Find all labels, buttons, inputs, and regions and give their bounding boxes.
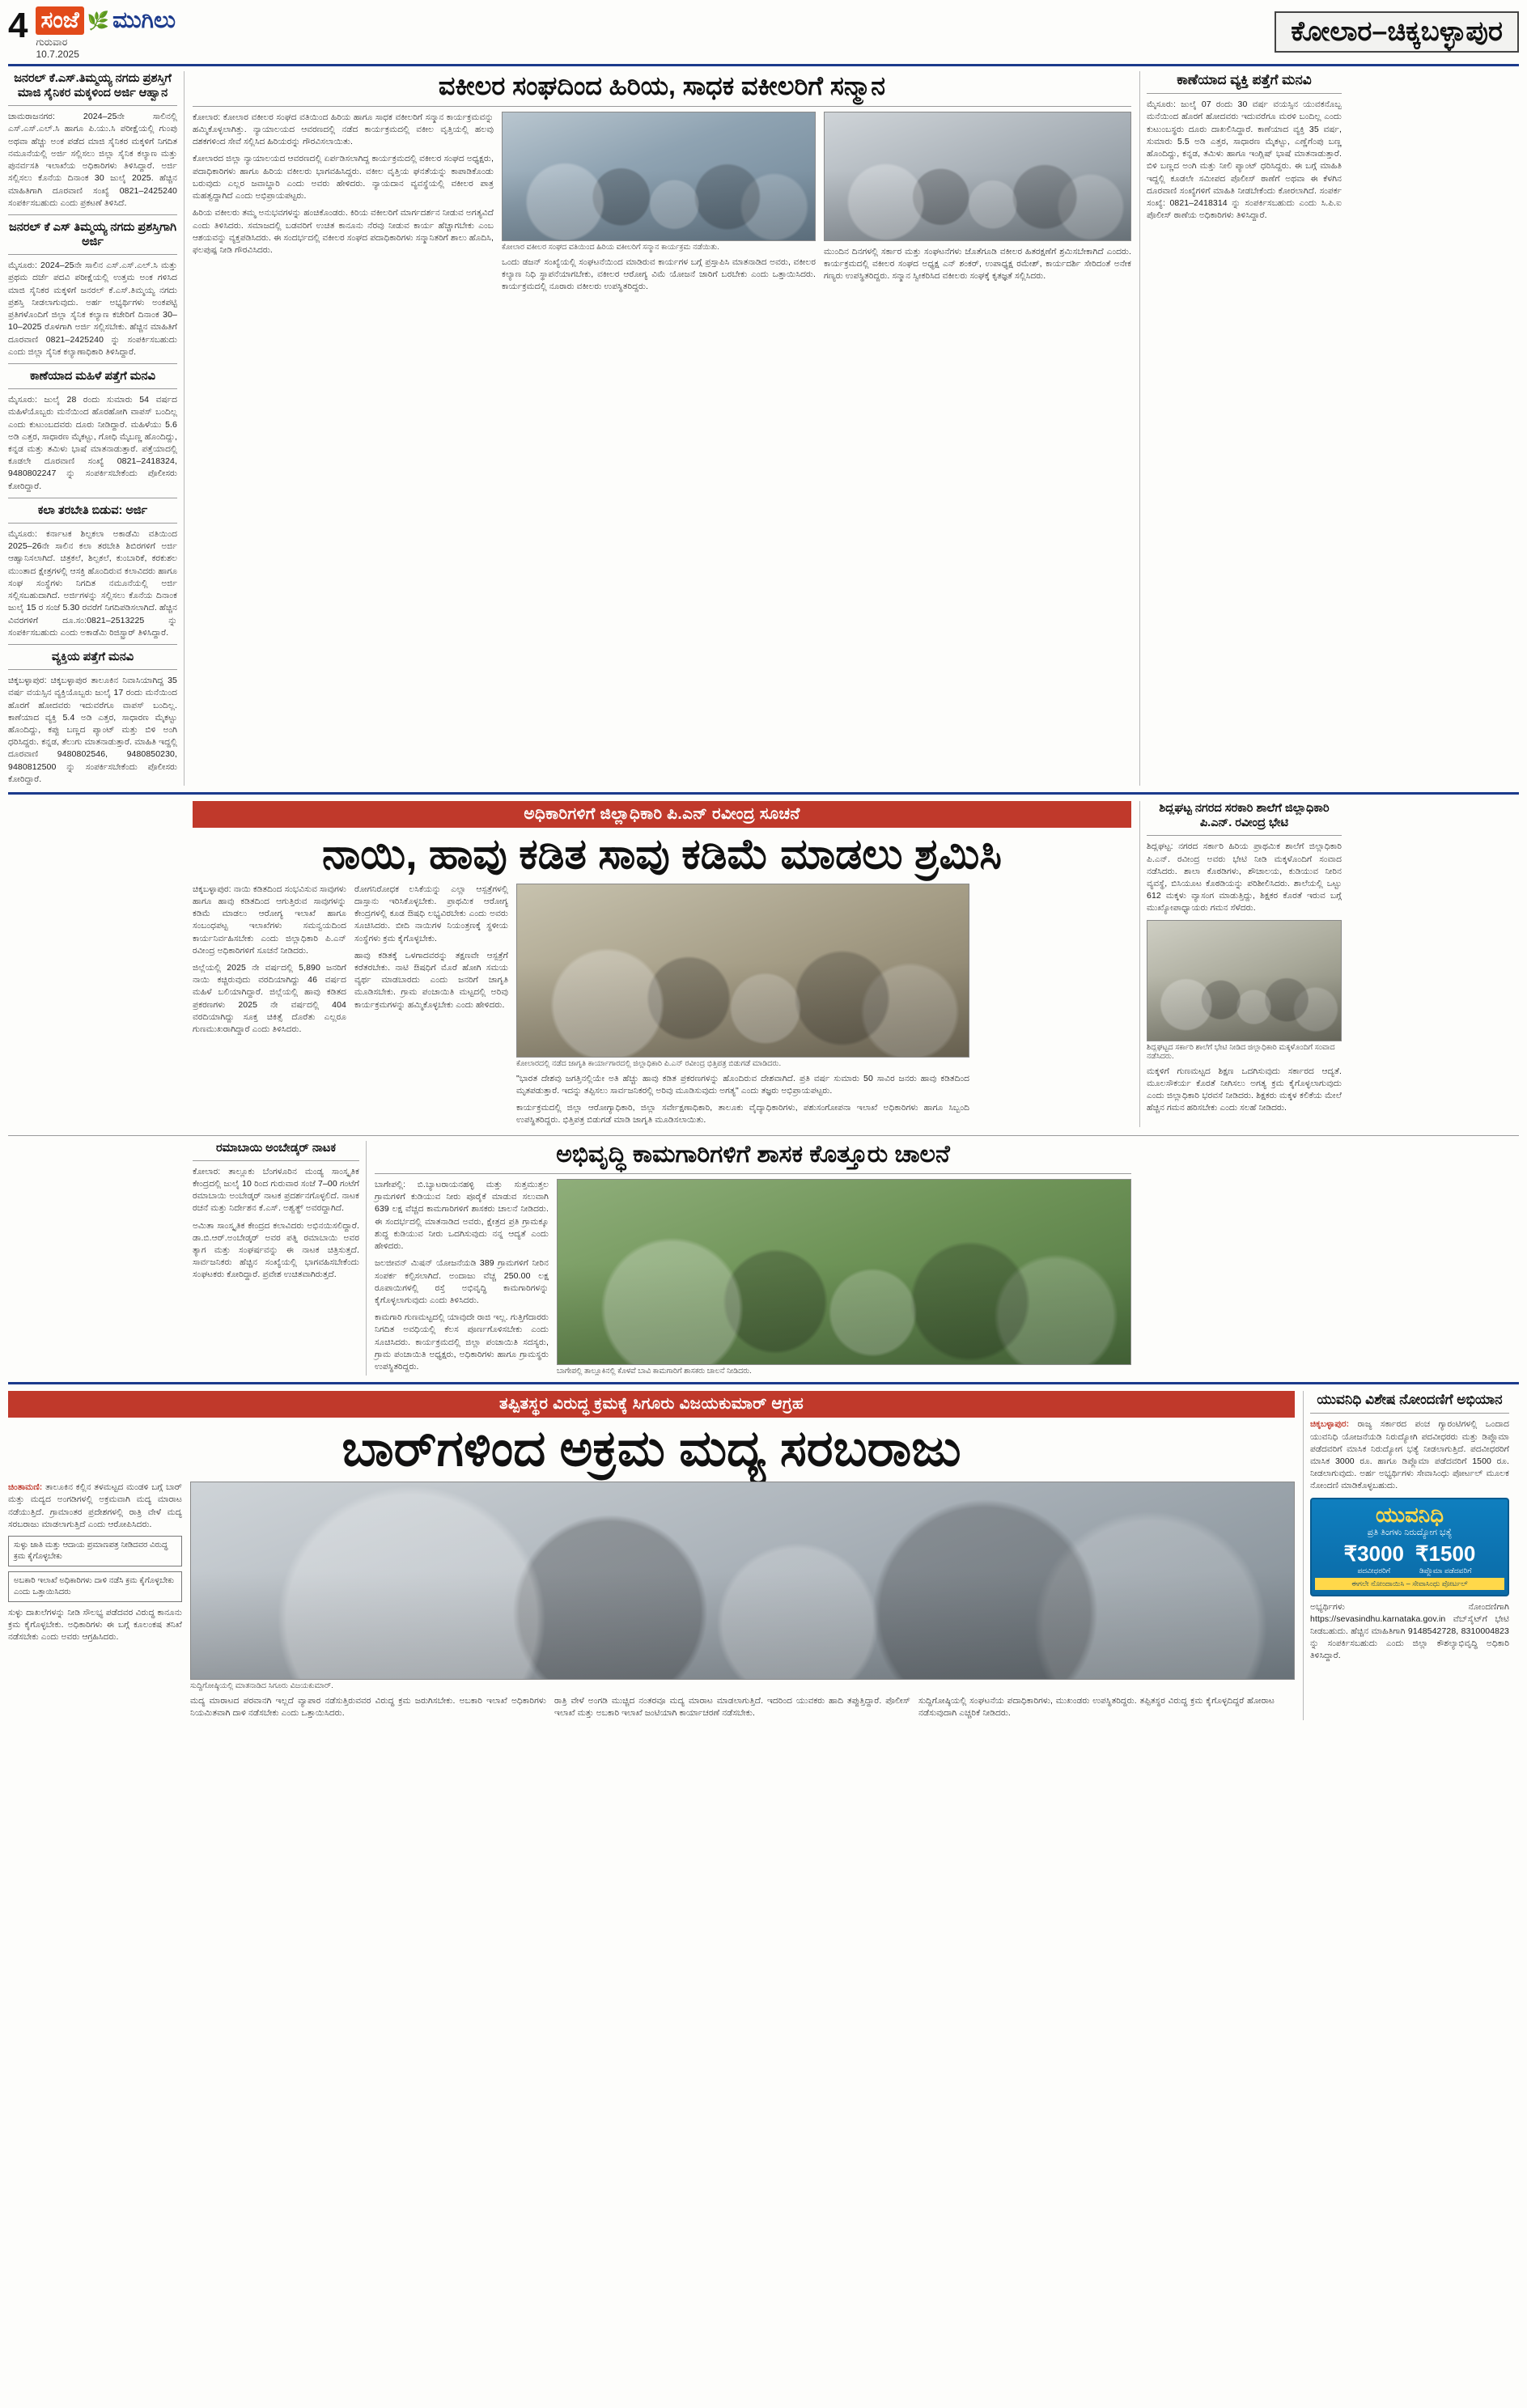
bottom-grid [8, 1482, 1295, 1719]
school-photo-caption: ಶಿದ್ಲಘಟ್ಟದ ಸರ್ಕಾರಿ ಶಾಲೆಗೆ ಭೇಟಿ ನೀಡಿದ ಜಿಲ್ಲಾಧಿಕಾರಿ ಮಕ್ಕಳೊಂದಿಗೆ ಸಂವಾದ ನಡೆಸಿದರು. [1147, 1042, 1335, 1061]
yuvanidhi-headline: ಯುವನಿಧಿ ವಿಶೇಷ ನೋಂದಣಿಗೆ ಅಭಿಯಾನ [1317, 1392, 1503, 1408]
yuvanidhi-ad-title: ಯುವನಿಧಿ [1375, 1502, 1444, 1527]
yuvanidhi-amount-2: ₹1500 [1415, 1541, 1476, 1566]
story-body-3: ಮೈಸೂರು: ಜುಲೈ 28 ರಂದು ಸುಮಾರು 54 ವರ್ಷದ ಮಹಿಳೆಯೊಬ್ಬರು ಮನೆಯಿಂದ ಹೊರಹೋಗಿ ವಾಪಸ್ ಬಂದಿಲ್ಲ ಎಂದು ಕುಟುಂಬದವರು ದೂರು ನೀಡಿದ್ದಾರೆ. ಮಹಿಳೆಯು 5.6 ಅಡಿ ಎತ್ತರ, ಸಾಧಾರಣ ಮೈಕಟ್ಟು, ಗೋಧಿ ಮೈಬಣ್ಣ ಹೊಂದಿದ್ದು, ಕನ್ನಡ ಮತ್ತು ತಮಿಳು ಭಾಷೆ ಮಾತನಾಡುತ್ತಾರೆ. ಪತ್ತೆಯಾದಲ್ಲಿ ಕೂಡಲೇ ದೂರವಾಣಿ ಸಂಖ್ಯೆ 0821–2418324, 9480802247 ನ್ನು ಸಂಪರ್ಕಿಸಬೇಕೆಂದು ಪೊಲೀಸರು ಕೋರಿದ್ದಾರೆ. [8, 395, 177, 491]
school-body-2: ಮಕ್ಕಳಿಗೆ ಗುಣಮಟ್ಟದ ಶಿಕ್ಷಣ ಒದಗಿಸುವುದು ಸರ್ಕಾರದ ಆದ್ಯತೆ. ಮೂಲಸೌಕರ್ಯ ಕೊರತೆ ನೀಗಿಸಲು ಅಗತ್ಯ ಕ್ರಮ ಕೈಗೊಳ್ಳಲಾಗುವುದು ಎಂದು ಜಿಲ್ಲಾಧಿಕಾರಿ ಭರವಸೆ ನೀಡಿದರು. ಶಿಕ್ಷಕರು ಮಕ್ಕಳ ಕಲಿಕೆಯ ಮೇಲೆ ಹೆಚ್ಚಿನ ಗಮನ ಹರಿಸಬೇಕು ಎಂದು ಸಲಹೆ ನೀಡಿದರು. [1147, 1066, 1342, 1113]
bottom-photo-wrap [190, 1482, 1295, 1719]
lead-col-2 [502, 112, 816, 294]
middle-zone [8, 801, 1519, 1126]
story-headline-3: ಕಾಣೆಯಾದ ಮಹಿಳೆ ಪತ್ತೆಗೆ ಮನವಿ [30, 370, 155, 383]
mla-grid [375, 1179, 1131, 1376]
yuvanidhi-label: ಚಿಕ್ಕಬಳ್ಳಾಪುರ: [1310, 1419, 1350, 1430]
mla-col1-text: ಬಾಗೇಪಲ್ಲಿ: ಬಿ.ಬ್ಯಾಟರಾಯನಹಳ್ಳಿ ಮತ್ತು ಸುತ್ತಮುತ್ತಲ ಗ್ರಾಮಗಳಿಗೆ ಕುಡಿಯುವ ನೀರು ಪೂರೈಕೆ ಮಾಡುವ ಸಲುವಾಗಿ 639 ಲಕ್ಷ ವೆಚ್ಚದ ಕಾಮಗಾರಿಗಳಿಗೆ ಶಾಸಕರು ಚಾಲನೆ ನೀಡಿದರು. ಈ ಸಂದರ್ಭದಲ್ಲಿ ಮಾತನಾಡಿದ ಅವರು, ಕ್ಷೇತ್ರದ ಪ್ರತಿ ಗ್ರಾಮಕ್ಕೂ ಶುದ್ಧ ಕುಡಿಯುವ ನೀರು ಒದಗಿಸುವುದು ನನ್ನ ಆದ್ಯತೆ ಎಂದು ಹೇಳಿದರು. [375, 1180, 549, 1252]
lead-headline: ವಕೀಲರ ಸಂಘದಿಂದ ಹಿರಿಯ, ಸಾಧಕ ವಕೀಲರಿಗೆ ಸನ್ಮಾನ [438, 71, 886, 100]
lower-left-spacer [8, 1141, 185, 1376]
yuvanidhi-ad[interactable] [1310, 1498, 1509, 1596]
yuvanidhi-amount-1-wrap [1344, 1541, 1404, 1575]
dog-col3b-text: ಕಾರ್ಯಕ್ರಮದಲ್ಲಿ ಜಿಲ್ಲಾ ಆರೋಗ್ಯಾಧಿಕಾರಿ, ಜಿಲ್ಲಾ ಸರ್ವೇಕ್ಷಣಾಧಿಕಾರಿ, ತಾಲೂಕು ವೈದ್ಯಾಧಿಕಾರಿಗಳು, ಪಶುಸಂಗೋಪನಾ ಇಲಾಖೆ ಅಧಿಕಾರಿಗಳು ಹಾಗೂ ಸಿಬ್ಬಂದಿ ಉಪಸ್ಥಿತರಿದ್ದರು. ಭಿತ್ತಿಪತ್ರ ಬಿಡುಗಡೆ ಮಾಡಿ ಜಾಗೃತಿ ಮೂಡಿಸಲಾಯಿತು. [516, 1103, 969, 1126]
story-headline-4: ಕಲಾ ತರಬೇತಿ ಬಿಡುವ: ಅರ್ಜಿ [37, 503, 148, 517]
bottom-headline: ಬಾರ್‌ಗಳಿಂದ ಅಕ್ರಮ ಮದ್ಯ ಸರಬರಾಜು [341, 1421, 961, 1477]
dog-story-photo [516, 884, 969, 1058]
lead-col2-text: ಹಿರಿಯ ವಕೀಲರು ತಮ್ಮ ಅನುಭವಗಳನ್ನು ಹಂಚಿಕೊಂಡರು. ಕಿರಿಯ ವಕೀಲರಿಗೆ ಮಾರ್ಗದರ್ಶನ ನೀಡುವ ಅಗತ್ಯವಿದೆ ಎಂದು ತಿಳಿಸಿದರು. ಸಮಾಜದಲ್ಲಿ ಬಡವರಿಗೆ ಉಚಿತ ಕಾನೂನು ನೆರವು ನೀಡುವ ಕಾರ್ಯ ಹೆಚ್ಚಾಗಬೇಕು ಎಂಬ ಆಶಯವನ್ನು ವ್ಯಕ್ತಪಡಿಸಿದರು. ಈ ಸಂದರ್ಭದಲ್ಲಿ ವಕೀಲರ ಸಂಘದ ಪದಾಧಿಕಾರಿಗಳು ಸನ್ಮಾನಿತರಿಗೆ ಶಾಲು ಹೊದಿಸಿ, ಫಲಪುಷ್ಪ ನೀಡಿ ಗೌರವಿಸಿದರು. [193, 208, 494, 255]
dog-col1-text: ಚಿಕ್ಕಬಳ್ಳಾಪುರ: ನಾಯಿ ಕಡಿತದಿಂದ ಸಂಭವಿಸುವ ಸಾವುಗಳು ಹಾಗೂ ಹಾವು ಕಡಿತದಿಂದ ಆಗುತ್ತಿರುವ ಸಾವುಗಳನ್ನು ಕಡಿಮೆ ಮಾಡಲು ಆರೋಗ್ಯ ಇಲಾಖೆ ಹಾಗೂ ಸಂಬಂಧಪಟ್ಟ ಇಲಾಖೆಗಳು ಸಮನ್ವಯದಿಂದ ಕಾರ್ಯನಿರ್ವಹಿಸಬೇಕು ಎಂದು ಜಿಲ್ಲಾಧಿಕಾರಿ ಪಿ.ಎನ್ ರವೀಂದ್ರ ಅಧಿಕಾರಿಗಳಿಗೆ ಸೂಚನೆ ನೀಡಿದರು. [193, 884, 346, 956]
dog-col2b-text: ಹಾವು ಕಡಿತಕ್ಕೆ ಒಳಗಾದವರನ್ನು ತಕ್ಷಣವೇ ಆಸ್ಪತ್ರೆಗೆ ಕರೆತರಬೇಕು. ನಾಟಿ ಔಷಧಿಗೆ ಮೊರೆ ಹೋಗಿ ಸಮಯ ವ್ಯರ್ಥ ಮಾಡಬಾರದು ಎಂದು ಜನರಿಗೆ ಜಾಗೃತಿ ಮೂಡಿಸಬೇಕು. ಗ್ರಾಮ ಪಂಚಾಯಿತಿ ಮಟ್ಟದಲ್ಲಿ ಅರಿವು ಕಾರ್ಯಕ್ರಮಗಳನ್ನು ಹಮ್ಮಿಕೊಳ್ಳಬೇಕು ಎಂದು ಹೇಳಿದರು. [354, 950, 508, 1010]
dog-col-1 [193, 884, 346, 1127]
bottom-col3-text: ರಾತ್ರಿ ವೇಳೆ ಅಂಗಡಿ ಮುಚ್ಚಿದ ನಂತರವೂ ಮದ್ಯ ಮಾರಾಟ ಮಾಡಲಾಗುತ್ತಿದೆ. ಇದರಿಂದ ಯುವಕರು ಹಾದಿ ತಪ್ಪುತ್ತಿದ್ದಾರೆ. ಪೊಲೀಸ್ ಇಲಾಖೆ ಮತ್ತು ಅಬಕಾರಿ ಇಲಾಖೆ ಜಂಟಿಯಾಗಿ ಕಾರ್ಯಾಚರಣೆ ನಡೆಸಬೇಕು. [554, 1696, 910, 1719]
logo-word-sanje: ಸಂಜೆ [36, 6, 83, 35]
lead-col-1 [193, 112, 494, 294]
logo-block [36, 6, 176, 60]
mla-col1b-text: ಜಲಜೀವನ್ ಮಿಷನ್ ಯೋಜನೆಯಡಿ 389 ಗ್ರಾಮಗಳಿಗೆ ನೀರಿನ ಸಂಪರ್ಕ ಕಲ್ಪಿಸಲಾಗಿದೆ. ಅಂದಾಜು ವೆಚ್ಚ 250.00 ಲಕ್ಷ ರೂಪಾಯಿಗಳಲ್ಲಿ ರಸ್ತೆ ಅಭಿವೃದ್ಧಿ ಕಾಮಗಾರಿಗಳನ್ನು ಕೈಗೊಳ್ಳಲಾಗುವುದು ಎಂದು ತಿಳಿಸಿದರು. [375, 1258, 549, 1305]
bottom-story [8, 1391, 1295, 1720]
logo-row [36, 6, 176, 35]
center-column [193, 71, 1131, 786]
bottom-zone [8, 1391, 1519, 1720]
yuvanidhi-body-text: ರಾಜ್ಯ ಸರ್ಕಾರದ ಪಂಚ ಗ್ಯಾರಂಟಿಗಳಲ್ಲಿ ಒಂದಾದ ಯುವನಿಧಿ ಯೋಜನೆಯಡಿ ನಿರುದ್ಯೋಗಿ ಪದವೀಧರರು ಮತ್ತು ಡಿಪ್ಲೊಮಾ ಪಡೆದವರಿಗೆ ಮಾಸಿಕ ನಿರುದ್ಯೋಗ ಭತ್ಯೆ ನೀಡಲಾಗುತ್ತಿದೆ. ಪದವೀಧರರಿಗೆ ಮಾಸಿಕ 3000 ರೂ. ಹಾಗೂ ಡಿಪ್ಲೊಮಾ ಪಡೆದವರಿಗೆ 1500 ರೂ. ನೀಡಲಾಗುವುದು. ಅರ್ಹ ಅಭ್ಯರ್ಥಿಗಳು ಸೇವಾಸಿಂಧು ಪೋರ್ಟಲ್ ಮೂಲಕ ನೋಂದಣಿ ಮಾಡಿಕೊಳ್ಳಬಹುದು. [1310, 1419, 1509, 1491]
drama-story [193, 1141, 367, 1376]
mla-story [375, 1141, 1131, 1376]
yuvanidhi-amount-1-label: ಪದವೀಧರರಿಗೆ [1357, 1566, 1391, 1575]
lead-photo-2 [824, 112, 1131, 241]
masthead [8, 6, 1519, 66]
mla-col-1 [375, 1179, 549, 1376]
lead-col1b-text: ಕೋಲಾರದ ಜಿಲ್ಲಾ ನ್ಯಾಯಾಲಯದ ಆವರಣದಲ್ಲಿ ಏರ್ಪಡಿಸಲಾಗಿದ್ದ ಕಾರ್ಯಕ್ರಮದಲ್ಲಿ ವಕೀಲರ ಸಂಘದ ಅಧ್ಯಕ್ಷರು, ಪದಾಧಿಕಾರಿಗಳು ಹಾಗೂ ಹಿರಿಯ ವಕೀಲರು ಭಾಗವಹಿಸಿದ್ದರು. ವಕೀಲ ವೃತ್ತಿಯ ಘನತೆಯನ್ನು ಕಾಪಾಡಿಕೊಂಡು ಬರುವುದು ಎಲ್ಲರ ಜವಾಬ್ದಾರಿ ಎಂದು ಅವರು ಹೇಳಿದರು. ನ್ಯಾಯದಾನ ವ್ಯವಸ್ಥೆಯಲ್ಲಿ ವಕೀಲರ ಪಾತ್ರ ಮಹತ್ವದ್ದಾಗಿದೆ ಎಂದು ಅಭಿಪ್ರಾಯಪಟ್ಟರು. [193, 154, 494, 201]
dog-col3-text: "ಭಾರತ ದೇಶವು ಜಗತ್ತಿನಲ್ಲಿಯೇ ಅತಿ ಹೆಚ್ಚು ಹಾವು ಕಡಿತ ಪ್ರಕರಣಗಳನ್ನು ಹೊಂದಿರುವ ದೇಶವಾಗಿದೆ. ಪ್ರತಿ ವರ್ಷ ಸುಮಾರು 50 ಸಾವಿರ ಜನರು ಹಾವು ಕಡಿತದಿಂದ ಮೃತಪಡುತ್ತಾರೆ. ಇದನ್ನು ತಪ್ಪಿಸಲು ಸಾರ್ವಜನಿಕರಲ್ಲಿ ಅರಿವು ಮೂಡಿಸುವುದು ಅಗತ್ಯ" ಎಂದು ತಜ್ಞರು ಅಭಿಪ್ರಾಯಪಟ್ಟರು. [516, 1073, 969, 1096]
story-headline-5: ವ್ಯಕ್ತಿಯ ಪತ್ತೆಗೆ ಮನವಿ [51, 650, 134, 663]
left-column [8, 71, 185, 786]
lead-photo-caption: ಕೋಲಾರ ವಕೀಲರ ಸಂಘದ ವತಿಯಿಂದ ಹಿರಿಯ ವಕೀಲರಿಗೆ ಸನ್ಮಾನ ಕಾರ್ಯಕ್ರಮ ನಡೆಯಿತು. [502, 242, 719, 252]
yuvanidhi-amount-2-wrap [1415, 1541, 1475, 1575]
drama-body: ಕೋಲಾರ: ತಾಲ್ಲೂಕು ಬೆಂಗಳೂರಿನ ಮಂಡ್ಯ ಸಾಂಸ್ಕೃತಿಕ ಕೇಂದ್ರದಲ್ಲಿ ಜುಲೈ 10 ರಿಂದ ಗುರುವಾರ ಸಂಜೆ 7–00 ಗಂಟೆಗೆ ರಮಾಬಾಯಿ ಅಂಬೇಡ್ಕರ್ ನಾಟಕ ಪ್ರದರ್ಶನಗೊಳ್ಳಲಿದೆ. ನಾಟಕ ರಚನೆ ಮತ್ತು ನಿರ್ದೇಶನ ಕೆ.ಎಸ್. ಅಶ್ವತ್ಥ್ ಅವರದ್ದಾಗಿದೆ. [193, 1166, 359, 1214]
yuvanidhi-amount-2-label: ಡಿಪ್ಲೊಮಾ ಪಡೆದವರಿಗೆ [1419, 1566, 1472, 1575]
right-column [1139, 71, 1342, 786]
dog-story [193, 801, 1131, 1126]
lower-mid-zone [8, 1141, 1519, 1376]
bottom-photo-caption: ಸುದ್ದಿಗೋಷ್ಠಿಯಲ್ಲಿ ಮಾತನಾಡಿದ ಸಿಗೂರು ವಿಜಯಕುಮಾರ್. [190, 1681, 333, 1691]
mla-photo-caption: ಬಾಗೇಪಲ್ಲಿ ತಾಲ್ಲೂಕಿನಲ್ಲಿ ಕೊಳವೆ ಬಾವಿ ಕಾಮಗಾರಿಗೆ ಶಾಸಕರು ಚಾಲನೆ ನೀಡಿದರು. [557, 1367, 752, 1376]
lead-col-3 [824, 112, 1131, 294]
lead-photo [502, 112, 816, 241]
bottom-box-1 [8, 1536, 182, 1566]
bottom-text-cols [190, 1695, 1295, 1719]
school-photo [1147, 920, 1342, 1041]
dog-col-2 [354, 884, 508, 1127]
dog-story-headline: ನಾಯಿ, ಹಾವು ಕಡಿತ ಸಾವು ಕಡಿಮೆ ಮಾಡಲು ಶ್ರಮಿಸಿ [322, 831, 1002, 879]
yuvanidhi-ad-subtitle: ಪ್ರತಿ ತಿಂಗಳು ನಿರುದ್ಯೋಗ ಭತ್ಯೆ [1367, 1527, 1453, 1537]
yuvanidhi-contact: ಅಭ್ಯರ್ಥಿಗಳು ನೋಂದಣಿಗಾಗಿ https://sevasindhu.karnataka.gov.in ವೆಬ್‌ಸೈಟ್‌ಗೆ ಭೇಟಿ ನೀಡಬಹುದು. ಹೆಚ್ಚಿನ ಮಾಹಿತಿಗಾಗಿ 9148542728, 8310004823 ನ್ನು ಸಂಪರ್ಕಿಸಬಹುದು ಎಂದು ಜಿಲ್ಲಾ ಕೌಶಲ್ಯಾಭಿವೃದ್ಧಿ ಅಧಿಕಾರಿ ತಿಳಿಸಿದ್ದಾರೆ. [1310, 1601, 1509, 1661]
bottom-box-2 [8, 1571, 182, 1602]
bottom-kicker: ತಪ್ಪಿತಸ್ಥರ ವಿರುದ್ಧ ಕ್ರಮಕ್ಕೆ ಸಿಗೂರು ವಿಜಯಕುಮಾರ್ ಆಗ್ರಹ [8, 1391, 1295, 1418]
top-zone [8, 71, 1519, 786]
school-body: ಶಿದ್ಲಘಟ್ಟ: ನಗರದ ಸರ್ಕಾರಿ ಹಿರಿಯ ಪ್ರಾಥಮಿಕ ಶಾಲೆಗೆ ಜಿಲ್ಲಾಧಿಕಾರಿ ಪಿ.ಎನ್. ರವೀಂದ್ರ ಅವರು ಭೇಟಿ ನೀಡಿ ಮಕ್ಕಳೊಂದಿಗೆ ಸಂವಾದ ನಡೆಸಿದರು. ಶಾಲಾ ಕೊಠಡಿಗಳು, ಶೌಚಾಲಯ, ಕುಡಿಯುವ ನೀರಿನ ವ್ಯವಸ್ಥೆ, ಬಿಸಿಯೂಟ ಕೊಠಡಿಯನ್ನು ಪರಿಶೀಲಿಸಿದರು. ಶಾಲೆಯಲ್ಲಿ ಒಟ್ಟು 612 ಮಕ್ಕಳು ವ್ಯಾಸಂಗ ಮಾಡುತ್ತಿದ್ದು, ಶಿಕ್ಷಕರ ಕೊರತೆ ಇರುವ ಬಗ್ಗೆ ಮುಖ್ಯೋಪಾಧ್ಯಾಯರು ಗಮನ ಸೆಳೆದರು. [1147, 842, 1342, 914]
mla-col2-text: ಕಾಮಗಾರಿ ಗುಣಮಟ್ಟದಲ್ಲಿ ಯಾವುದೇ ರಾಜಿ ಇಲ್ಲ. ಗುತ್ತಿಗೆದಾರರು ನಿಗದಿತ ಅವಧಿಯಲ್ಲಿ ಕೆಲಸ ಪೂರ್ಣಗೊಳಿಸಬೇಕು ಎಂದು ಸೂಚಿಸಿದರು. ಕಾರ್ಯಕ್ರಮದಲ್ಲಿ ಜಿಲ್ಲಾ ಪಂಚಾಯಿತಿ ಸದಸ್ಯರು, ಗ್ರಾಮ ಪಂಚಾಯಿತಿ ಅಧ್ಯಕ್ಷರು, ಅಧಿಕಾರಿಗಳು ಹಾಗೂ ಗ್ರಾಮಸ್ಥರು ಉಪಸ್ಥಿತರಿದ್ದರು. [375, 1312, 549, 1372]
story-body-5: ಚಿಕ್ಕಬಳ್ಳಾಪುರ: ಚಿಕ್ಕಬಳ್ಳಾಪುರ ತಾಲೂಕಿನ ನಿವಾಸಿಯಾಗಿದ್ದ 35 ವರ್ಷ ವಯಸ್ಸಿನ ವ್ಯಕ್ತಿಯೊಬ್ಬರು ಜುಲೈ 17 ರಂದು ಮನೆಯಿಂದ ಹೊರಗೆ ಹೋದವರು ಇದುವರೆಗೂ ವಾಪಸ್ ಬಂದಿಲ್ಲ. ಕಾಣೆಯಾದ ವ್ಯಕ್ತಿ 5.4 ಅಡಿ ಎತ್ತರ, ಸಾಧಾರಣ ಮೈಕಟ್ಟು ಹೊಂದಿದ್ದು, ಕಪ್ಪು ಬಣ್ಣದ ಪ್ಯಾಂಟ್ ಮತ್ತು ಬಿಳಿ ಅಂಗಿ ಧರಿಸಿದ್ದರು. ಕನ್ನಡ, ತೆಲುಗು ಮಾತನಾಡುತ್ತಾರೆ. ಮಾಹಿತಿ ಇದ್ದಲ್ಲಿ ದೂರವಾಣಿ 9480802546, 9480850230, 9480812500 ನ್ನು ಸಂಪರ್ಕಿಸಬೇಕೆಂದು ಪೊಲೀಸರು ಕೋರಿದ್ದಾರೆ. [8, 676, 177, 784]
bottom-col-1 [8, 1482, 182, 1719]
story-headline-1: ಜನರಲ್ ಕೆ.ಎಸ್.ತಿಮ್ಮಯ್ಯ ನಗದು ಪ್ರಶಸ್ತಿಗೆ ಮಾಜಿ ಸೈನಿಕರ ಮಕ್ಕಳಿಂದ ಅರ್ಜಿ ಆಹ್ವಾನ [14, 72, 172, 100]
bottom-col1-text: ಸುಳ್ಳು ದಾಖಲೆಗಳನ್ನು ನೀಡಿ ಸೌಲಭ್ಯ ಪಡೆದವರ ವಿರುದ್ಧ ಕಾನೂನು ಕ್ರಮ ಕೈಗೊಳ್ಳಬೇಕು. ಅಧಿಕಾರಿಗಳು ಈ ಬಗ್ಗೆ ಕೂಲಂಕಷ ತನಿಖೆ ನಡೆಸಬೇಕು ಎಂದು ಅವರು ಆಗ್ರಹಿಸಿದರು. [8, 1608, 182, 1643]
story-headline-2: ಜನರಲ್ ಕೆ ಎಸ್ ತಿಮ್ಮಯ್ಯ ನಗದು ಪ್ರಶಸ್ತಿಗಾಗಿ ಅರ್ಜಿ [8, 221, 177, 249]
dog-story-grid [193, 884, 1131, 1127]
dog-col2-text: ರೋಗನಿರೋಧಕ ಲಸಿಕೆಯನ್ನು ಎಲ್ಲಾ ಆಸ್ಪತ್ರೆಗಳಲ್ಲಿ ದಾಸ್ತಾನು ಇರಿಸಿಕೊಳ್ಳಬೇಕು. ಪ್ರಾಥಮಿಕ ಆರೋಗ್ಯ ಕೇಂದ್ರಗಳಲ್ಲಿ ಕೂಡ ಔಷಧಿ ಲಭ್ಯವಿರಬೇಕು ಎಂದು ಅವರು ಸೂಚಿಸಿದರು. ಬೀದಿ ನಾಯಿಗಳ ನಿಯಂತ್ರಣಕ್ಕೆ ಸ್ಥಳೀಯ ಸಂಸ್ಥೆಗಳು ಕ್ರಮ ಕೈಗೊಳ್ಳಬೇಕು. [354, 884, 508, 943]
bottom-photo [190, 1482, 1295, 1680]
dog-photo-wrap [516, 884, 969, 1127]
story-body-2: ಮೈಸೂರು: 2024–25ನೇ ಸಾಲಿನ ಎಸ್.ಎಸ್.ಎಲ್.ಸಿ ಮತ್ತು ಪ್ರಥಮ ದರ್ಜೆ ಪದವಿ ಪರೀಕ್ಷೆಯಲ್ಲಿ ಉತ್ತಮ ಅಂಕ ಗಳಿಸಿದ ಮಾಜಿ ಸೈನಿಕರ ಮಕ್ಕಳಿಗೆ ಜನರಲ್ ಕೆ.ಎಸ್.ತಿಮ್ಮಯ್ಯ ನಗದು ಪ್ರಶಸ್ತಿ ನೀಡಲಾಗುವುದು. ಅರ್ಹ ಅಭ್ಯರ್ಥಿಗಳು ಅಂಕಪಟ್ಟಿ ಪ್ರತಿಗಳೊಂದಿಗೆ ಜಿಲ್ಲಾ ಸೈನಿಕ ಕಲ್ಯಾಣ ಕಚೇರಿಗೆ ದಿನಾಂಕ 30–10–2025 ರೊಳಗಾಗಿ ಅರ್ಜಿ ಸಲ್ಲಿಸಬೇಕು. ಹೆಚ್ಚಿನ ಮಾಹಿತಿಗೆ ದೂರವಾಣಿ 0821–2425240 ನ್ನು ಸಂಪರ್ಕಿಸಬಹುದು ಎಂದು ಜಿಲ್ಲಾ ಸೈನಿಕ ಕಲ್ಯಾಣಾಧಿಕಾರಿ ತಿಳಿಸಿದ್ದಾರೆ. [8, 261, 177, 357]
masthead-weekday: ಗುರುವಾರ [36, 36, 68, 48]
leaf-icon: 🌿 [87, 10, 110, 31]
edition-name: ಕೋಲಾರ–ಚಿಕ್ಕಬಳ್ಳಾಪುರ [1275, 11, 1519, 53]
logo-word-mugilu: ಮುಗಿಲು [112, 7, 176, 32]
lead-col1-text: ಕೋಲಾರ: ಕೋಲಾರ ವಕೀಲರ ಸಂಘದ ವತಿಯಿಂದ ಹಿರಿಯ ಹಾಗೂ ಸಾಧಕ ವಕೀಲರಿಗೆ ಸನ್ಮಾನ ಕಾರ್ಯಕ್ರಮವನ್ನು ಹಮ್ಮಿಕೊಳ್ಳಲಾಗಿತ್ತು. ನ್ಯಾಯಾಲಯದ ಆವರಣದಲ್ಲಿ ನಡೆದ ಕಾರ್ಯಕ್ರಮದಲ್ಲಿ ವಕೀಲ ವೃತ್ತಿಯಲ್ಲಿ ಹಲವು ದಶಕಗಳಿಂದ ಸೇವೆ ಸಲ್ಲಿಸಿದ ಹಿರಿಯರನ್ನು ಗೌರವಿಸಲಾಯಿತು. [193, 112, 494, 147]
story-body-1: ಚಾಮರಾಜನಗರ: 2024–25ನೇ ಸಾಲಿನಲ್ಲಿ ಎಸ್.ಎಸ್.ಎಲ್.ಸಿ ಹಾಗೂ ಪಿ.ಯು.ಸಿ ಪರೀಕ್ಷೆಯಲ್ಲಿ ಗುಂಪು ಅಥವಾ ಹೆಚ್ಚು ಅಂಕ ಪಡೆದ ಮಾಜಿ ಸೈನಿಕರ ಮಕ್ಕಳಿಗೆ ನಿಗದಿತ ನಮೂನೆಯಲ್ಲಿ ಅರ್ಜಿ ಸಲ್ಲಿಸಲು ಜಿಲ್ಲಾ ಸೈನಿಕ ಕಲ್ಯಾಣ ಮತ್ತು ಪುನರ್ವಸತಿ ಇಲಾಖೆಯ ಅಧಿಕಾರಿಗಳು ತಿಳಿಸಿದ್ದಾರೆ. ಅರ್ಜಿ ಸಲ್ಲಿಸಲು ಕೊನೆಯ ದಿನಾಂಕ 30 ಜುಲೈ 2025. ಹೆಚ್ಚಿನ ಮಾಹಿತಿಗಾಗಿ ದೂರವಾಣಿ ಸಂಖ್ಯೆ 0821–2425240 ಸಂಪರ್ಕಿಸಬಹುದು ಎಂದು ಪ್ರಕಟಣೆ ತಿಳಿಸಿದೆ. [8, 112, 177, 208]
bottom-col4-text: ಸುದ್ದಿಗೋಷ್ಠಿಯಲ್ಲಿ ಸಂಘಟನೆಯ ಪದಾಧಿಕಾರಿಗಳು, ಮುಖಂಡರು ಉಪಸ್ಥಿತರಿದ್ದರು. ತಪ್ಪಿತಸ್ಥರ ವಿರುದ್ಧ ಕ್ರಮ ಕೈಗೊಳ್ಳದಿದ್ದರೆ ಹೋರಾಟ ನಡೆಸುವುದಾಗಿ ಎಚ್ಚರಿಕೆ ನೀಡಿದರು. [918, 1696, 1275, 1719]
middle-left-spacer [8, 801, 185, 1126]
mla-photo [557, 1179, 1131, 1365]
dog-story-kicker: ಅಧಿಕಾರಿಗಳಿಗೆ ಜಿಲ್ಲಾಧಿಕಾರಿ ಪಿ.ಎನ್ ರವೀಂದ್ರ ಸೂಚನೆ [193, 801, 1131, 828]
drama-body-2: ಅಮಿತಾ ಸಾಂಸ್ಕೃತಿಕ ಕೇಂದ್ರದ ಕಲಾವಿದರು ಅಭಿನಯಿಸಲಿದ್ದಾರೆ. ಡಾ.ಬಿ.ಆರ್.ಅಂಬೇಡ್ಕರ್ ಅವರ ಪತ್ನಿ ರಮಾಬಾಯಿ ಅವರ ತ್ಯಾಗ ಮತ್ತು ಸಂಘರ್ಷವನ್ನು ಈ ನಾಟಕ ಚಿತ್ರಿಸುತ್ತದೆ. ಸಾರ್ವಜನಿಕರು ಹೆಚ್ಚಿನ ಸಂಖ್ಯೆಯಲ್ಲಿ ಭಾಗವಹಿಸಬೇಕೆಂದು ಸಂಘಟಕರು ಕೋರಿದ್ದಾರೆ. ಪ್ರವೇಶ ಉಚಿತವಾಗಿರುತ್ತದೆ. [193, 1220, 359, 1280]
school-story [1139, 801, 1342, 1126]
lead-col3-text: ಒಂದು ಡಜನ್ ಸಂಖ್ಯೆಯಲ್ಲಿ ಸಂಘಟನೆಯಿಂದ ಮಾಡಿರುವ ಕಾರ್ಯಗಳ ಬಗ್ಗೆ ಪ್ರಸ್ತಾಪಿಸಿ ಮಾತನಾಡಿದ ಅವರು, ವಕೀಲರ ಕಲ್ಯಾಣ ನಿಧಿ ಸ್ಥಾಪನೆಯಾಗಬೇಕು, ವಕೀಲರ ಆರೋಗ್ಯ ವಿಮೆ ಯೋಜನೆ ಜಾರಿಗೆ ಬರಬೇಕು ಎಂದು ಒತ್ತಾಯಿಸಿದರು. ಕಾರ್ಯಕ್ರಮದಲ್ಲಿ ನೂರಾರು ವಕೀಲರು ಉಪಸ್ಥಿತರಿದ್ದರು. [502, 256, 816, 292]
yuvanidhi-column [1303, 1391, 1509, 1720]
masthead-left [8, 6, 176, 60]
lead-story-grid [193, 112, 1131, 294]
mla-photo-wrap [557, 1179, 1131, 1376]
drama-headline: ರಮಾಬಾಯಿ ಅಂಬೇಡ್ಕರ್ ನಾಟಕ [215, 1141, 337, 1155]
dog-photo-caption: ಕೋಲಾರದಲ್ಲಿ ನಡೆದ ಜಾಗೃತಿ ಕಾರ್ಯಾಗಾರದಲ್ಲಿ ಜಿಲ್ಲಾಧಿಕಾರಿ ಪಿ.ಎನ್ ರವೀಂದ್ರ ಭಿತ್ತಿಪತ್ರ ಬಿಡುಗಡೆ ಮಾಡಿದರು. [516, 1058, 782, 1068]
bottom-box-2-text: ಅಬಕಾರಿ ಇಲಾಖೆ ಅಧಿಕಾರಿಗಳು ದಾಳಿ ನಡೆಸಿ ಕ್ರಮ ಕೈಗೊಳ್ಳಬೇಕು ಎಂದು ಒತ್ತಾಯಿಸಿದರು [14, 1576, 175, 1596]
bottom-intro-text: ತಾಲೂಕಿನ ಕಲ್ಲಿನ ತಳಮಟ್ಟದ ಮಂಡಳಿ ಬಗ್ಗೆ ಬಾರ್ ಮತ್ತು ಮದ್ಯದ ಅಂಗಡಿಗಳಲ್ಲಿ ಅಕ್ರಮವಾಗಿ ಮದ್ಯ ಮಾರಾಟ ನಡೆಯುತ್ತಿದೆ. ಗ್ರಾಮಾಂತರ ಪ್ರದೇಶಗಳಲ್ಲಿ ರಾತ್ರಿ ವೇಳೆ ಮದ್ಯ ಸರಬರಾಜು ಮಾಡಲಾಗುತ್ತಿದೆ ಎಂದು ಆರೋಪಿಸಿದರು. [8, 1482, 182, 1529]
right-story-headline: ಕಾಣೆಯಾದ ವ್ಯಕ್ತಿ ಪತ್ತೆಗೆ ಮನವಿ [1177, 72, 1312, 87]
lead-col4-text: ಮುಂದಿನ ದಿನಗಳಲ್ಲಿ ಸರ್ಕಾರ ಮತ್ತು ಸಂಘಟನೆಗಳು ಜೊತೆಗೂಡಿ ವಕೀಲರ ಹಿತರಕ್ಷಣೆಗೆ ಶ್ರಮಿಸಬೇಕಾಗಿದೆ ಎಂದರು. ಕಾರ್ಯಕ್ರಮದಲ್ಲಿ ವಕೀಲರ ಸಂಘದ ಅಧ್ಯಕ್ಷ ಎನ್ ಶಂಕರ್, ಉಪಾಧ್ಯಕ್ಷ ರಮೇಶ್, ಕಾರ್ಯದರ್ಶಿ ಸೇರಿದಂತೆ ಅನೇಕ ಗಣ್ಯರು ಉಪಸ್ಥಿತರಿದ್ದರು. ಸನ್ಮಾನ ಸ್ವೀಕರಿಸಿದ ವಕೀಲರು ಸಂಘಕ್ಕೆ ಕೃತಜ್ಞತೆ ಸಲ್ಲಿಸಿದರು. [824, 246, 1131, 282]
page-number: 4 [8, 6, 28, 45]
bottom-col2-text: ಮದ್ಯ ಮಾರಾಟದ ಪರವಾನಗಿ ಇಲ್ಲದೆ ವ್ಯಾಪಾರ ನಡೆಸುತ್ತಿರುವವರ ವಿರುದ್ಧ ಕ್ರಮ ಜರುಗಿಸಬೇಕು. ಅಬಕಾರಿ ಇಲಾಖೆ ಅಧಿಕಾರಿಗಳು ನಿಯಮಿತವಾಗಿ ದಾಳಿ ನಡೆಸಬೇಕು ಎಂದು ಒತ್ತಾಯಿಸಿದರು. [190, 1696, 546, 1719]
yuvanidhi-body [1310, 1418, 1509, 1492]
school-headline: ಶಿದ್ಲಘಟ್ಟ ನಗರದ ಸರಕಾರಿ ಶಾಲೆಗೆ ಜಿಲ್ಲಾಧಿಕಾರಿ ಪಿ.ಎನ್. ರವೀಂದ್ರ ಭೇಟಿ [1159, 802, 1330, 830]
bottom-intro [8, 1482, 182, 1531]
mla-headline: ಅಭಿವೃದ್ಧಿ ಕಾಮಗಾರಿಗಳಿಗೆ ಶಾಸಕ ಕೊತ್ತೂರು ಚಾಲನೆ [556, 1140, 950, 1168]
masthead-date: 10.7.2025 [36, 49, 79, 60]
story-body-4: ಮೈಸೂರು: ಕರ್ನಾಟಕ ಶಿಲ್ಪಕಲಾ ಅಕಾಡೆಮಿ ವತಿಯಿಂದ 2025–26ನೇ ಸಾಲಿನ ಕಲಾ ತರಬೇತಿ ಶಿಬಿರಗಳಿಗೆ ಅರ್ಜಿ ಆಹ್ವಾನಿಸಲಾಗಿದೆ. ಚಿತ್ರಕಲೆ, ಶಿಲ್ಪಕಲೆ, ಕುಂಬಾರಿಕೆ, ಕರಕುಶಲ ಮುಂತಾದ ಕ್ಷೇತ್ರಗಳಲ್ಲಿ ಆಸಕ್ತಿ ಹೊಂದಿರುವ ಕಲಾವಿದರು ಹಾಗೂ ಸಂಘ ಸಂಸ್ಥೆಗಳು ನಿಗದಿತ ನಮೂನೆಯಲ್ಲಿ ಅರ್ಜಿ ಸಲ್ಲಿಸಬಹುದಾಗಿದೆ. ಅರ್ಜಿಗಳನ್ನು ಸಲ್ಲಿಸಲು ಕೊನೆಯ ದಿನಾಂಕ ಜುಲೈ 15 ರ ಸಂಜೆ 5.30 ರವರೆಗೆ ನಿಗದಿಪಡಿಸಲಾಗಿದೆ. ಹೆಚ್ಚಿನ ವಿವರಗಳಿಗೆ ದೂ.ಸಂ:0821–2513225 ನ್ನು ಸಂಪರ್ಕಿಸಬಹುದು ಎಂದು ಅಕಾಡೆಮಿ ರಿಜಿಸ್ಟ್ರಾರ್ ತಿಳಿಸಿದ್ದಾರೆ. [8, 529, 177, 638]
bottom-intro-label: ಚಿಂತಾಮಣಿ: [8, 1482, 43, 1493]
bottom-box-1-text: ಸುಳ್ಳು ಜಾತಿ ಮತ್ತು ಆದಾಯ ಪ್ರಮಾಣಪತ್ರ ನೀಡಿದವರ ವಿರುದ್ಧ ಕ್ರಮ ಕೈಗೊಳ್ಳಬೇಕು [14, 1541, 168, 1561]
right-story-body: ಮೈಸೂರು: ಜುಲೈ 07 ರಂದು 30 ವರ್ಷ ವಯಸ್ಸಿನ ಯುವಕನೊಬ್ಬ ಮನೆಯಿಂದ ಹೊರಗೆ ಹೋದವರು ಇದುವರೆಗೂ ಮರಳಿ ಬಂದಿಲ್ಲ ಎಂದು ಕುಟುಂಬಸ್ಥರು ದೂರು ದಾಖಲಿಸಿದ್ದಾರೆ. ಕಾಣೆಯಾದ ವ್ಯಕ್ತಿ 35 ವರ್ಷ, ಸುಮಾರು 5.5 ಅಡಿ ಎತ್ತರ, ಸಾಧಾರಣ ಮೈಕಟ್ಟು, ಎಣ್ಣೆಗೆಂಪು ಬಣ್ಣ ಹೊಂದಿದ್ದು, ಕನ್ನಡ, ತಮಿಳು ಹಾಗೂ ಇಂಗ್ಲಿಷ್ ಭಾಷೆ ಮಾತನಾಡುತ್ತಾರೆ. ಬಿಳಿ ಬಣ್ಣದ ಅಂಗಿ ಮತ್ತು ನೀಲಿ ಪ್ಯಾಂಟ್ ಧರಿಸಿದ್ದರು. ಈ ಬಗ್ಗೆ ಮಾಹಿತಿ ಇದ್ದಲ್ಲಿ ಕೂಡಲೇ ಸಮೀಪದ ಪೊಲೀಸ್ ಠಾಣೆಗೆ ಅಥವಾ ಈ ಕೆಳಗಿನ ದೂರವಾಣಿ ಸಂಖ್ಯೆಗಳಿಗೆ ಮಾಹಿತಿ ನೀಡಬೇಕೆಂದು ಕೋರಲಾಗಿದೆ. ಸಂಪರ್ಕ ಸಂಖ್ಯೆ: 0821–2418314 ನ್ನು ಸಂಪರ್ಕಿಸಬಹುದು ಎಂದು ಸಿ.ಪಿ.ಐ ಪೊಲೀಸ್ ಠಾಣೆಯ ಅಧಿಕಾರಿಗಳು ತಿಳಿಸಿದ್ದಾರೆ. [1147, 100, 1342, 221]
yuvanidhi-amounts [1315, 1541, 1504, 1575]
yuvanidhi-ad-footer: ಈಗಲೇ ನೋಂದಾಯಿಸಿ – ಸೇವಾಸಿಂಧು ಪೋರ್ಟಲ್ [1315, 1578, 1504, 1590]
dog-col1b-text: ಜಿಲ್ಲೆಯಲ್ಲಿ 2025 ನೇ ವರ್ಷದಲ್ಲಿ 5,890 ಜನರಿಗೆ ನಾಯಿ ಕಚ್ಚಿರುವುದು ವರದಿಯಾಗಿದ್ದು 46 ವರ್ಷದ ಮಹಿಳೆ ಬಲಿಯಾಗಿದ್ದಾರೆ. ಜಿಲ್ಲೆಯಲ್ಲಿ ಹಾವು ಕಡಿತದ ಪ್ರಕರಣಗಳು 2025 ನೇ ವರ್ಷದಲ್ಲಿ 404 ವರದಿಯಾಗಿದ್ದು ಸೂಕ್ತ ಚಿಕಿತ್ಸೆ ದೊರೆತು ಎಲ್ಲರೂ ಗುಣಮುಖರಾಗಿದ್ದಾರೆ ಎಂದು ತಿಳಿಸಿದರು. [193, 962, 346, 1035]
yuvanidhi-amount-1: ₹3000 [1343, 1541, 1404, 1566]
